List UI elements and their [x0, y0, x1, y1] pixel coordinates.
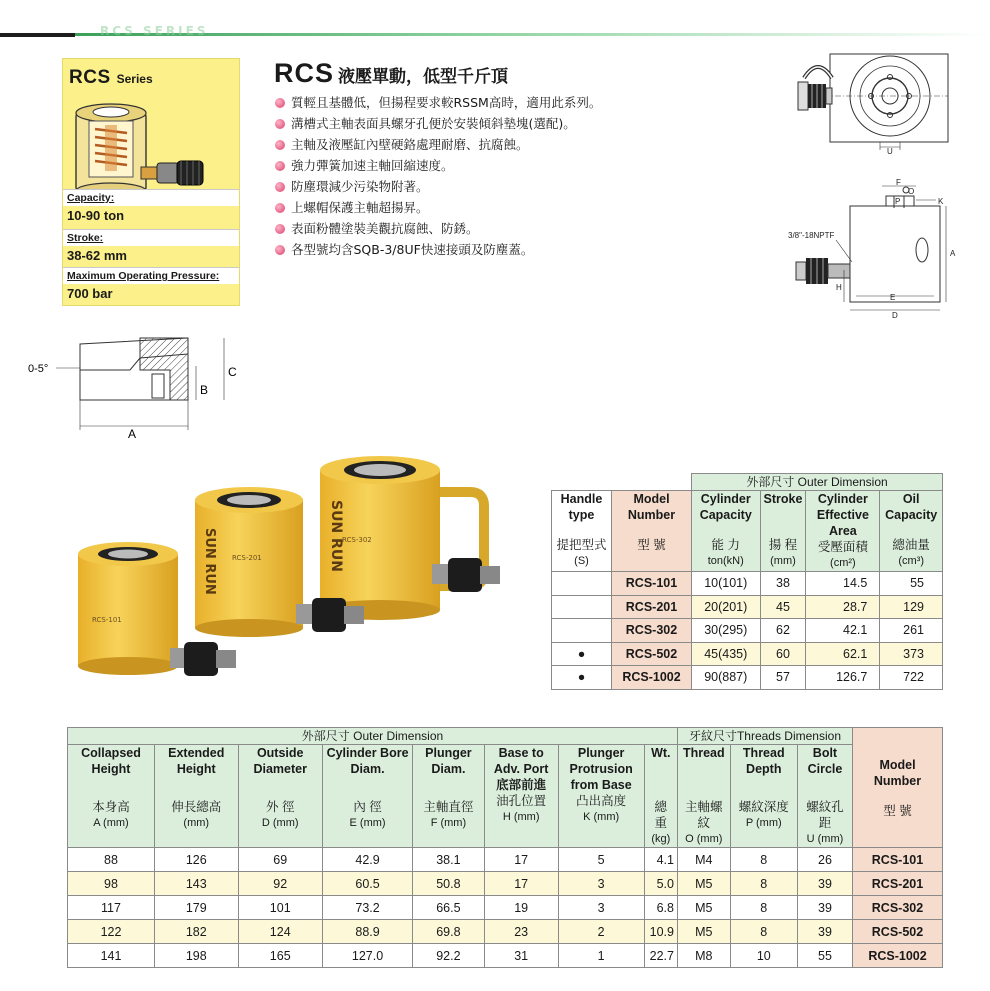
- feature-item: 強力彈簧加速主軸回縮速度。: [275, 155, 601, 176]
- feature-item: 表面粉體塗裝美觀抗腐蝕、防銹。: [275, 218, 601, 239]
- col-header-area: Cylinder Effective Area 受壓面積 (cm²): [806, 491, 880, 572]
- outer-dimension-group-header: 外部尺寸 Outer Dimension: [68, 728, 678, 745]
- col-header-weight: Wt. 總 重 (kg): [644, 745, 677, 848]
- dim-label-k: K: [938, 197, 944, 206]
- outer-dimension-group-header: 外部尺寸 Outer Dimension: [692, 474, 943, 491]
- col-header-stroke: Stroke 揚 程 (mm): [760, 491, 806, 572]
- table-row: 88 126 69 42.9 38.1 17 5 4.1 M4 8 26 RCS-101: [68, 848, 943, 872]
- col-header-handle: Handle type 提把型式 (S): [552, 491, 612, 572]
- pressure-spec: [63, 267, 239, 305]
- side-view-drawing: [786, 178, 966, 320]
- pressure-label: Maximum Operating Pressure:: [63, 267, 239, 284]
- table-row: 117 179 101 73.2 66.5 19 3 6.8 M5 8 39 RCS-302: [68, 896, 943, 920]
- feature-item: 溝槽式主軸表面具螺牙孔便於安裝傾斜墊塊(選配)。: [275, 113, 601, 134]
- bullet-icon: [275, 245, 285, 255]
- dim-label-b: B: [200, 383, 209, 397]
- capacity-spec: [63, 189, 239, 227]
- brand-label: SUN RUN: [202, 528, 217, 595]
- col-header-bolt-circle: Bolt Circle 螺紋孔距 U (mm): [797, 745, 852, 848]
- feature-list: [275, 92, 601, 260]
- threads-dimension-group-header: 牙紋尺寸Threads Dimension: [677, 728, 852, 745]
- col-header-protrusion: Plunger Protrusion from Base 凸出高度 K (mm): [558, 745, 644, 848]
- col-header-thread-depth: Thread Depth 螺紋深度 P (mm): [730, 745, 797, 848]
- tilt-saddle-drawing: [20, 330, 250, 440]
- col-header-bore: Cylinder Bore Diam. 內 徑 E (mm): [322, 745, 412, 848]
- col-header-plunger-diam: Plunger Diam. 主軸直徑 F (mm): [413, 745, 484, 848]
- series-heading: [69, 67, 153, 89]
- bullet-icon: [275, 224, 285, 234]
- bullet-icon: [275, 119, 285, 129]
- feature-item: 主軸及液壓缸內壁硬鉻處理耐磨、抗腐蝕。: [275, 134, 601, 155]
- divider-dark-segment: [0, 33, 75, 37]
- dimension-table: [67, 727, 943, 968]
- col-header-model: Model Number 型 號: [612, 491, 692, 572]
- dim-label-p: P: [895, 197, 901, 206]
- col-header-outside-diameter: Outside Diameter 外 徑 D (mm): [238, 745, 322, 848]
- col-header-thread: Thread 主軸螺紋 O (mm): [677, 745, 730, 848]
- port-thread-label: 3/8"-18NPTF: [788, 231, 835, 240]
- dim-label-u: U: [887, 147, 893, 154]
- table-row: 98 143 92 60.5 50.8 17 3 5.0 M5 8 39 RCS-201: [68, 872, 943, 896]
- dim-label-a2: A: [950, 249, 956, 258]
- top-divider: [0, 24, 990, 38]
- stroke-value: 38-62 mm: [67, 248, 127, 263]
- col-header-oil: Oil Capacity 總油量 (cm³): [880, 491, 943, 572]
- divider-green-gradient: [75, 33, 990, 36]
- feature-item: 上螺帽保護主軸超揚昇。: [275, 197, 601, 218]
- title-text: 液壓單動，低型千斤頂: [338, 67, 509, 86]
- col-header-capacity: Cylinder Capacity 能 力 ton(kN): [692, 491, 761, 572]
- table-row: 141 198 165 127.0 92.2 31 1 22.7 M8 10 55 RCS-1002: [68, 944, 943, 968]
- product-photo: [70, 452, 530, 722]
- dim-label-d: D: [892, 311, 898, 320]
- col-header-extended: Extended Height 伸長總高 (mm): [155, 745, 239, 848]
- col-header-model: Model Number 型 號: [853, 728, 943, 848]
- capacity-label: Capacity:: [63, 189, 239, 206]
- title-code: RCS: [274, 58, 335, 88]
- capacity-table: [551, 473, 943, 690]
- unit-label: RCS-302: [342, 536, 372, 544]
- unit-label: RCS-101: [92, 616, 122, 624]
- table-row: RCS-201 20(201) 45 28.7 129: [552, 595, 943, 619]
- stroke-spec: [63, 229, 239, 267]
- bullet-icon: [275, 182, 285, 192]
- dim-label-e: E: [890, 293, 896, 302]
- col-header-collapsed: Collapsed Height 本身高 A (mm): [68, 745, 155, 848]
- series-word: Series: [116, 72, 153, 86]
- pressure-value: 700 bar: [67, 286, 113, 301]
- bullet-icon: [275, 98, 285, 108]
- top-view-drawing: [782, 52, 952, 154]
- stroke-label: Stroke:: [63, 229, 239, 246]
- feature-item: 各型號均含SQB-3/8UF快速接頭及防塵蓋。: [275, 239, 601, 260]
- feature-item: 質輕且基體低，但揚程要求較RSSM高時，適用此系列。: [275, 92, 601, 113]
- dim-label-a: A: [128, 427, 137, 440]
- unit-label: RCS-201: [232, 554, 262, 562]
- table-row: ● RCS-1002 90(887) 57 126.7 722: [552, 666, 943, 690]
- brand-label: SUN RUN: [328, 500, 344, 572]
- table-row: RCS-101 10(101) 38 14.5 55: [552, 572, 943, 596]
- feature-item: 防塵環減少污染物附著。: [275, 176, 601, 197]
- page-title: [274, 58, 508, 89]
- bullet-icon: [275, 203, 285, 213]
- dim-label-o: O: [908, 187, 915, 196]
- table-row: 122 182 124 88.9 69.8 23 2 10.9 M5 8 39 RCS-502: [68, 920, 943, 944]
- dim-label-f: F: [896, 178, 901, 187]
- header-ghost-text: RCS SERIES: [100, 24, 209, 38]
- bullet-icon: [275, 161, 285, 171]
- dim-label-angle: 0-5°: [28, 363, 49, 375]
- dim-label-c: C: [228, 365, 237, 379]
- col-header-port: Base to Adv. Port 底部前進 油孔位置 H (mm): [484, 745, 558, 848]
- table-row: RCS-302 30(295) 62 42.1 261: [552, 619, 943, 643]
- capacity-value: 10-90 ton: [67, 208, 125, 223]
- series-code: RCS: [69, 67, 111, 88]
- spec-panel: [62, 58, 240, 306]
- dim-label-h: H: [836, 283, 842, 292]
- bullet-icon: [275, 140, 285, 150]
- table-row: ● RCS-502 45(435) 60 62.1 373: [552, 642, 943, 666]
